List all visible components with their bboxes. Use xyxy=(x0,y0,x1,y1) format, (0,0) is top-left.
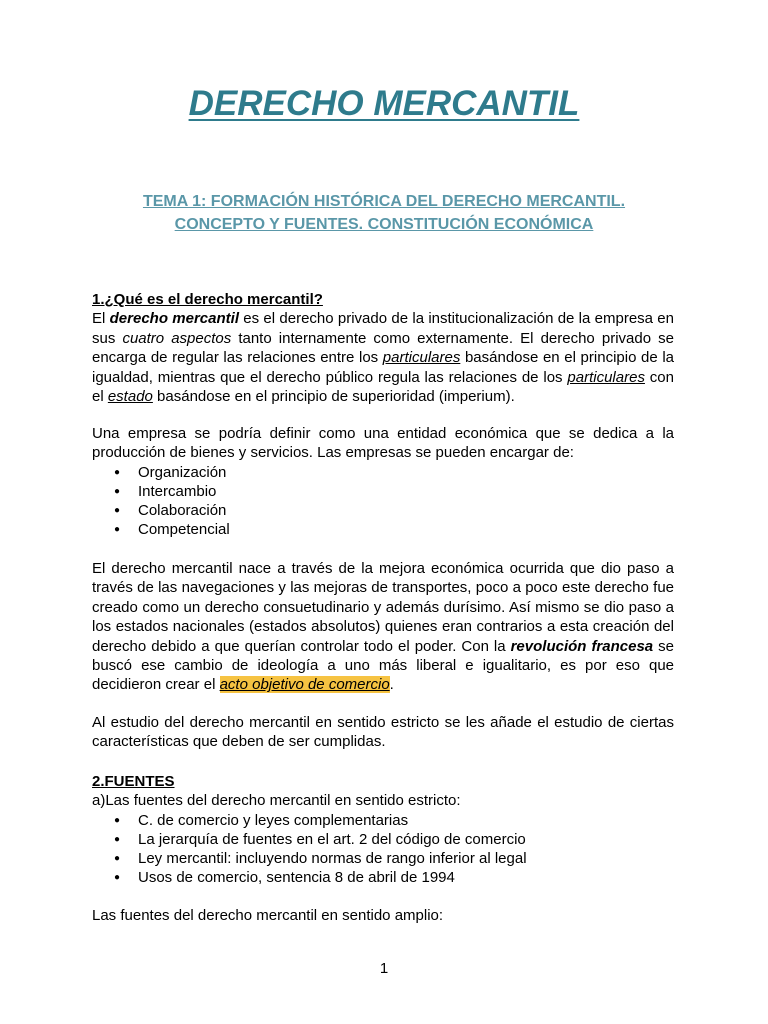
document-title: DERECHO MERCANTIL xyxy=(188,84,580,123)
section-2-closing: Las fuentes del derecho mercantil en sentido amplio: xyxy=(92,907,444,924)
section-1-paragraph-4: Al estudio del derecho mercantil en sentido estricto se les añade el estudio de ciertas características que deben de ser cumplidas. xyxy=(92,714,674,751)
text-run: . xyxy=(389,676,394,694)
section-2 xyxy=(92,772,674,888)
list-item: ● Ley mercantil: incluyendo normas de rango inferior al legal xyxy=(138,849,674,868)
page-number: 1 xyxy=(379,960,389,977)
underlined-term: particulares xyxy=(382,349,461,367)
subtitle-line-2: CONCEPTO Y FUENTES. CONSTITUCIÓN ECONÓMICA xyxy=(174,216,594,233)
text-run: tanto internamente como externamente. El derecho privado se encarga de regular las relaciones entre los xyxy=(92,329,674,367)
list-item: ● Organización xyxy=(138,463,674,482)
section-1 xyxy=(92,290,674,406)
section-1-block-4 xyxy=(92,713,674,752)
section-1-block-2 xyxy=(92,424,674,540)
section-1-heading: 1.¿Qué es el derecho mercantil? xyxy=(92,291,323,308)
bold-term: derecho mercantil xyxy=(109,310,239,328)
list-item: ● Usos de comercio, sentencia 8 de abril de 1994 xyxy=(138,868,674,887)
activities-list xyxy=(92,463,674,540)
sources-list xyxy=(92,811,674,888)
text-run: basándose en el principio de la igualdad, mientras que el derecho público regula las relaciones de los xyxy=(92,349,675,386)
section-1-paragraph-2: Una empresa se podría definir como una entidad económica que se dedica a la producción de bienes y servicios. Las empresas se pueden encargar de: xyxy=(92,425,674,462)
section-1-block-3 xyxy=(92,559,674,695)
section-2-block-2 xyxy=(92,906,674,925)
section-2-intro: a)Las fuentes del derecho mercantil en sentido estricto: xyxy=(92,792,461,810)
italic-term: cuatro aspectos xyxy=(122,329,232,347)
section-2-heading: 2.FUENTES xyxy=(92,773,175,790)
text-run: es el derecho privado de la institucionalización de la empresa en sus xyxy=(92,310,674,347)
text-run: El xyxy=(92,310,110,328)
bold-italic-term: revolución francesa xyxy=(510,637,654,655)
subtitle-line-1: TEMA 1: FORMACIÓN HISTÓRICA DEL DERECHO MERCANTIL. xyxy=(142,193,626,210)
underlined-term: estado xyxy=(107,388,153,406)
topic-subtitle xyxy=(92,190,676,236)
list-item: ● Colaboración xyxy=(138,501,674,520)
text-run: basándose en el principio de superioridad (imperium). xyxy=(152,388,515,406)
list-item: ● Intercambio xyxy=(138,482,674,501)
section-1-paragraph-3 xyxy=(92,559,674,695)
highlighted-term: acto objetivo de comercio xyxy=(219,676,390,694)
list-item: ● Competencial xyxy=(138,520,674,539)
text-run: con el xyxy=(92,368,674,406)
underlined-term: particulares xyxy=(567,368,645,386)
text-run: se buscó ese cambio de ideología a uno más liberal e igualitario, es por eso que decidieron crear el xyxy=(92,637,674,694)
list-item: ● C. de comercio y leyes complementarias xyxy=(138,811,674,830)
text-run: El derecho mercantil nace a través de la mejora económica ocurrida que dio paso a través de las navegaciones y las mejoras de transportes, poco a poco este derecho fue creado como un derecho consuetudinario y además durísimo. Así mismo se dio paso a los estados nacionales (estados absolutos) quienes eran contrarios a esta creación del derecho debido a que querían controlar todo el poder. Con la xyxy=(92,560,674,655)
section-1-paragraph-1 xyxy=(92,309,674,406)
list-item: ● La jerarquía de fuentes en el art. 2 del código de comercio xyxy=(138,830,674,849)
